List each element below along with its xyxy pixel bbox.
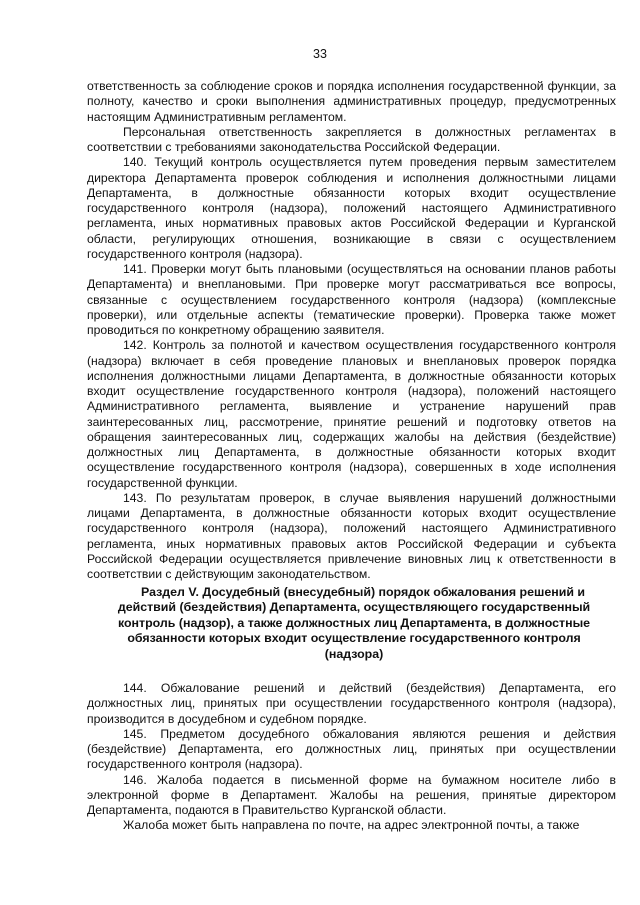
page-number: 33 <box>313 47 327 61</box>
document-body-bottom <box>87 681 616 834</box>
paragraph-145: 145. Предметом досудебного обжалования являются решения и действия (бездействие) Департамента, его должностных лиц, принятых при осуществлении государственного контроля (надзора). <box>87 726 616 772</box>
document-body-top <box>87 79 616 582</box>
paragraph-personal-responsibility: Персональная ответственность закрепляется в должностных регламентах в соответствии с требованиями законодательства Российской Федерации. <box>87 124 616 154</box>
paragraph-142: 142. Контроль за полнотой и качеством осуществления государственного контроля (надзора) включает в себя проведение плановых и внеплановых проверок порядка исполнения должностными лицами Департамента, в должностные обязанности которых входит осуществление государственного контроля (надзора), положений настоящего Административного регламента, выявление и устранение нарушений прав заинтересованных лиц, рассмотрение, принятие решений и подготовку ответов на обращения заинтересованных лиц, содержащих жалобы на действия (бездействие) должностных лиц Департамента, в должностные обязанности которых входит осуществление государственного контроля (надзора), совершенных в ходе исполнения государственной функции. <box>87 338 616 490</box>
paragraph-144: 144. Обжалование решений и действий (бездействия) Департамента, его должностных лиц, принятых при осуществлении государственного контроля (надзора), производится в досудебном и судебном порядке. <box>87 681 616 726</box>
paragraph-141: 141. Проверки могут быть плановыми (осуществляться на основании планов работы Департамента) и внеплановыми. При проверке могут рассматриваться все вопросы, связанные с осуществлением государственного контроля (надзора) (комплексные проверки), или отдельные аспекты (тематические проверки). Проверка также может проводиться по конкретному обращению заявителя. <box>87 262 616 337</box>
paragraph-complaint-channels: Жалоба может быть направлена по почте, на адрес электронной почты, а также <box>123 818 580 833</box>
paragraph-140: 140. Текущий контроль осуществляется путем проведения первым заместителем директора Департамента проверок соблюдения и исполнения должностными лицами Департамента, в должностные обязанности которых входит осуществление государственного контроля (надзора), положений настоящего Административного регламента, иных нормативных правовых актов Российской Федерации и Курганской области, регулирующих отношения, возникающие в связи с осуществлением государственного контроля (надзора). <box>87 155 616 261</box>
paragraph-146: 146. Жалоба подается в письменной форме на бумажном носителе либо в электронной форме в Департамент. Жалобы на решения, принятые директором Департамента, подаются в Правительство Курганской области. <box>87 772 616 817</box>
section-v-heading-text: Раздел V. Досудебный (внесудебный) порядок обжалования решений и действий (бездействия) Департамента, осуществляющего государственный контроль (надзор), а также должностных лиц Департамента, в должностные обязанности которых входит осуществление государственного контроля (надзора) <box>117 585 591 661</box>
paragraph-responsibility-continued: ответственность за соблюдение сроков и порядка исполнения государственной функции, за полноту, качество и сроки выполнения административных процедур, предусмотренных настоящим Административным регламентом. <box>87 79 616 124</box>
paragraph-143: 143. По результатам проверок, в случае выявления нарушений должностными лицами Департамента, в должностные обязанности которых входит осуществление государственного контроля (надзора), положений настоящего Административного регламента, иных нормативных правовых актов Российской Федерации и субъекта Российской Федерации осуществляется привлечение виновных лиц к ответственности в соответствии с действующим законодательством. <box>87 490 616 581</box>
section-v-heading <box>97 585 611 662</box>
